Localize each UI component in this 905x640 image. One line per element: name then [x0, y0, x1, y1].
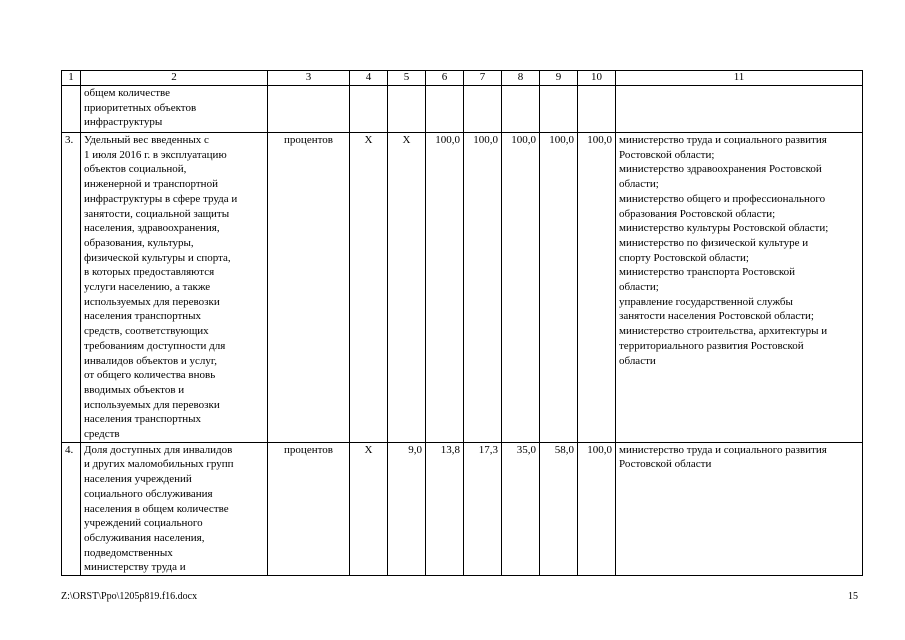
indicator-description: общем количестве приоритетных объектов инфраструктуры: [81, 86, 268, 133]
table-row-indicator-4: [62, 442, 863, 575]
table-header-row: [62, 71, 863, 86]
value-cell-col8: [502, 86, 540, 133]
column-number-4: 4: [350, 71, 388, 86]
row-number: [62, 86, 81, 133]
responsible-executors: [616, 86, 863, 133]
value-cell-col10: 100,0: [578, 442, 616, 575]
column-number-8: 8: [502, 71, 540, 86]
responsible-executors: министерство труда и социального развития Ростовской области: [616, 442, 863, 575]
column-number-7: 7: [464, 71, 502, 86]
unit-cell: процентов: [268, 442, 350, 575]
value-cell-col4: Х: [350, 442, 388, 575]
value-cell-col9: 100,0: [540, 133, 578, 443]
table-row-indicator-3: [62, 133, 863, 443]
column-number-6: 6: [426, 71, 464, 86]
value-cell-col4: Х: [350, 133, 388, 443]
indicator-description: Удельный вес введенных с 1 июля 2016 г. в эксплуатацию объектов социальной, инженерной и транспортной инфраструктуры в сфере труда и занятости, социальной защиты населения, здравоохранения, образования, культуры, физической культуры и спорта, в которых предоставляются услуги населению, а также используемых для перевозки населения транспортных средств, соответствующих требованиям доступности для инвалидов объектов и услуг, от общего количества вновь вводимых объектов и используемых для перевозки населения транспортных средств: [81, 133, 268, 443]
row-number: 3.: [62, 133, 81, 443]
value-cell-col6: [426, 86, 464, 133]
value-cell-col6: 13,8: [426, 442, 464, 575]
value-cell-col7: [464, 86, 502, 133]
column-number-10: 10: [578, 71, 616, 86]
unit-cell: процентов: [268, 133, 350, 443]
value-cell-col10: 100,0: [578, 133, 616, 443]
column-number-5: 5: [388, 71, 426, 86]
column-number-2: 2: [81, 71, 268, 86]
footer-file-path: Z:\ORST\Ppo\1205p819.f16.docx: [61, 591, 198, 602]
column-number-1: 1: [62, 71, 81, 86]
unit-cell: [268, 86, 350, 133]
value-cell-col8: 35,0: [502, 442, 540, 575]
table-row-continuation: [62, 86, 863, 133]
value-cell-col5: 9,0: [388, 442, 426, 575]
value-cell-col9: 58,0: [540, 442, 578, 575]
row-number: 4.: [62, 442, 81, 575]
indicator-description: Доля доступных для инвалидов и других маломобильных групп населения учреждений социального обслуживания населения в общем количестве учреждений социального обслуживания населения, подведомственных министерству труда и: [81, 442, 268, 575]
indicator-table: [61, 70, 863, 576]
value-cell-col5: [388, 86, 426, 133]
responsible-executors: министерство труда и социального развития Ростовской области; министерство здравоохранения Ростовской области; министерство общего и профессионального образования Ростовской области; министерство культуры Ростовской области; министерство по физической культуре и спорту Ростовской области; министерство транспорта Ростовской области; управление государственной службы занятости населения Ростовской области; министерство строительства, архитектуры и территориального развития Ростовской области: [616, 133, 863, 443]
value-cell-col5: Х: [388, 133, 426, 443]
column-number-11: 11: [616, 71, 863, 86]
value-cell-col6: 100,0: [426, 133, 464, 443]
value-cell-col4: [350, 86, 388, 133]
value-cell-col9: [540, 86, 578, 133]
column-number-9: 9: [540, 71, 578, 86]
page-number: 15: [848, 591, 858, 602]
value-cell-col10: [578, 86, 616, 133]
value-cell-col8: 100,0: [502, 133, 540, 443]
column-number-3: 3: [268, 71, 350, 86]
value-cell-col7: 100,0: [464, 133, 502, 443]
value-cell-col7: 17,3: [464, 442, 502, 575]
